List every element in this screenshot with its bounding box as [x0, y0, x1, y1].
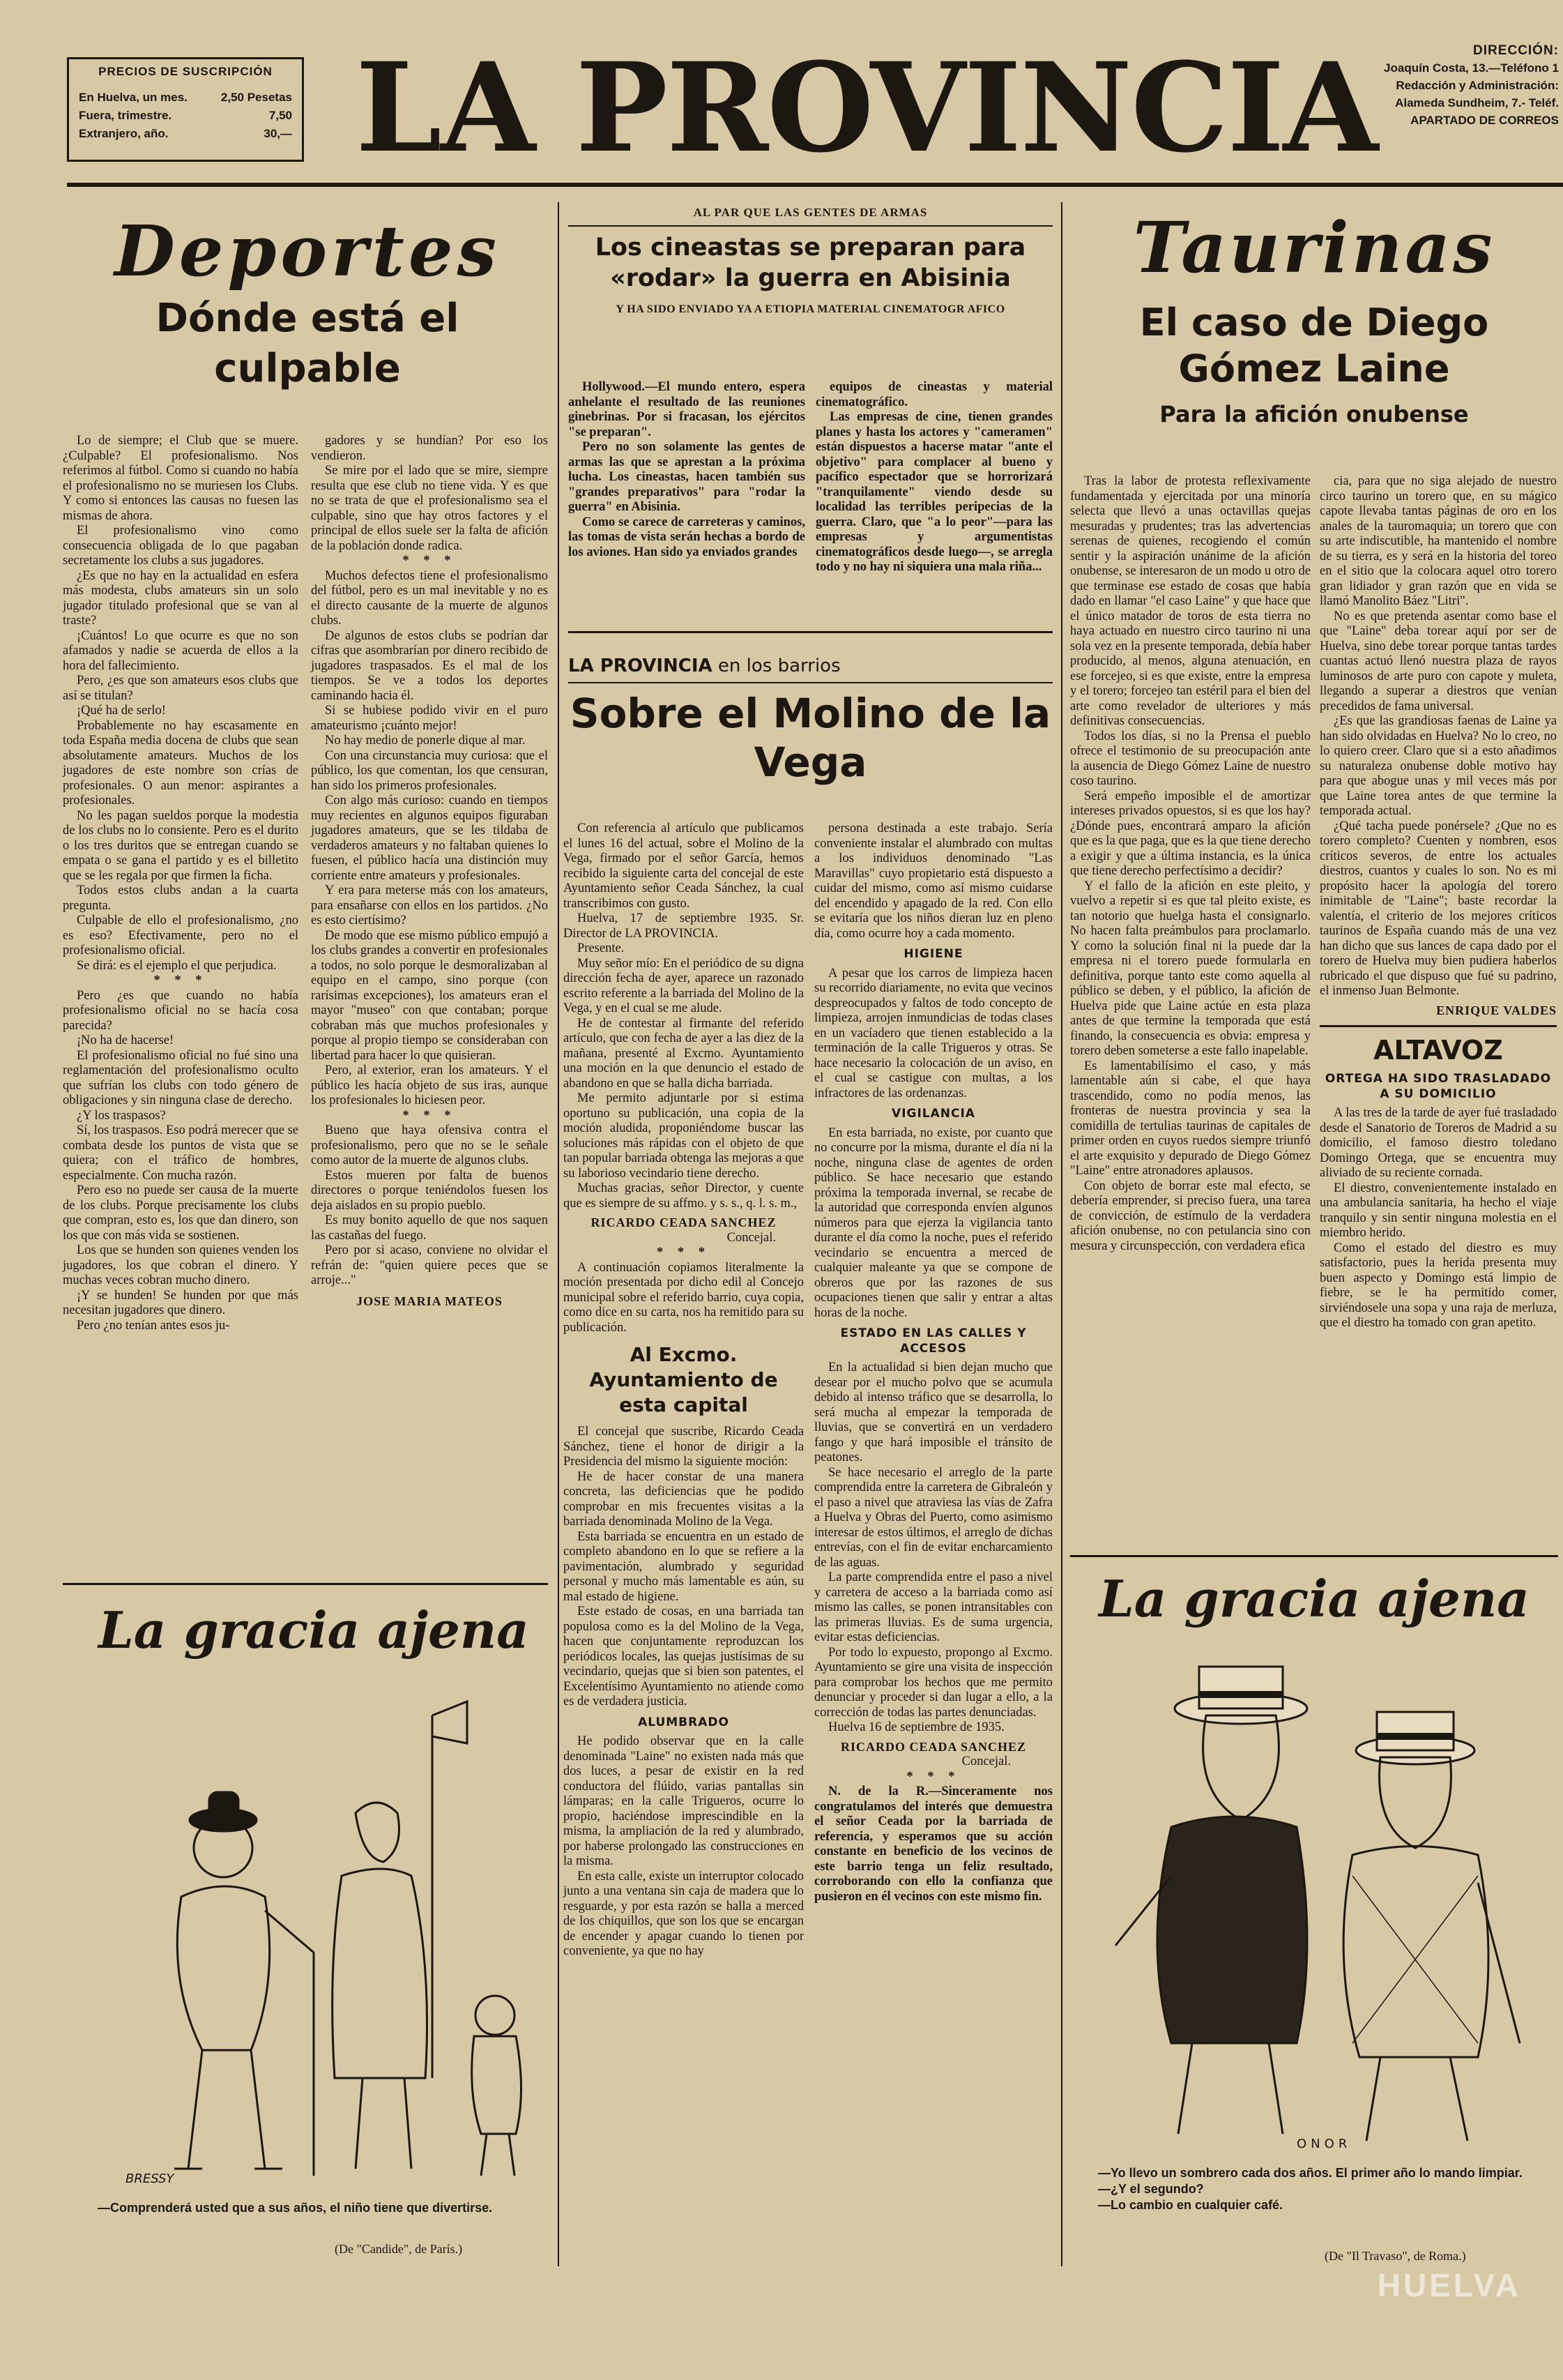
taurinas-section	[1070, 206, 1558, 428]
separator-stars: * * *	[402, 554, 457, 568]
barrios-article	[568, 655, 1053, 787]
subhead-estado: ESTADO EN LAS CALLES Y ACCESOS	[840, 1326, 1027, 1356]
cartoon-caption-right: —Yo llevo un sombrero cada dos años. El primer año lo mando limpiar. —¿Y el segundo? —Lo cambio en cualquier café.	[1098, 2166, 1523, 2212]
subscription-box	[67, 57, 304, 162]
altavoz-title: ALTAVOZ	[1373, 1035, 1503, 1066]
motion-title: Al Excmo. Ayuntamiento de esta capital	[589, 1343, 778, 1416]
cartoon-drawing-right	[1088, 1653, 1541, 2155]
subscription-row: Extranjero, año. 30,—	[79, 127, 292, 140]
separator-stars: * * *	[906, 1769, 961, 1784]
section-rule	[63, 1583, 548, 1585]
taurinas-column-1: Tras la labor de protesta reflexivamente fundamentada y ejercitada por una minoría selecta que llevó a unas octavillas quejas mesuradas y prudentes; tras las advertencias serenas de quienes, recogiendo el común sentir y la aspiración unánime de la afición onubense, se interesaron de un modo u otro de que terminase ese estado de cosas que había dado en llamar "el caso Laine" y que hace que el único matador de toros de esta tierra no haya actuado en nuestro circo taurino ni una sola vez en la presente temporada, debía haber producido, al menos, alguna atenuación, en ese forcejeo, si es que existe, entre la empresa y el torero; forcejeo tan estéril para el bien del arte como revelador de ulteriores y más definitivas consecuencias. Todos los días, si no la Prensa el pueblo ofrece el testimonio de su preocupación ante la ausencia de Diego Gómez Laine de nuestro coso taurino. Será empeño imposible el de amortizar intereses privados opuestos, si es que los hay? ¿Dónde pues, encontrará amparo la afición que es la que paga, que es la que tiene derecho a exigir y que a última instancia, es la única que tiene derecho perfectísimo a decidir? Y el fallo de la afición en este pleito, y vuelvo a repetir si es que tal pleito existe, es tan notorio que huelga hasta el consignarlo. No hacen falta preámbulos para proclamarlo. Y como la solución final ni la puede dar la empresa ni el torero puede formularla en definitiva, porque tanto este como aquella al público se deben, y el público, la afición de Huelva pide que Laine actúe en esta plaza antes de que termine la temporada que está finando, la consecuencia es obvia: empresa y torero deben someterse a este fallo inapelable. Es lamentabilísimo el caso, y más lamentable aún si cabe, el que haya trascendido, como no podía menos, las fronteras de nuestra provincia y sea la comidilla de tertulias taurinas de capitales de primer orden en cuyos ruedos siempre triunfó el arte exquisito y depurado de Diego Gómez "Laine" entre atronadores aplausos. Con objeto de borrar este mal efecto, se debería emprender, si preciso fuera, una tarea de convicción, de estímulo de la verdadera afición onubense, no con petulancia sino con mesura y circunspección, con verdadera efica	[1070, 474, 1311, 1253]
archive-watermark: HUELVA	[1377, 2267, 1521, 2303]
taurinas-column-2: cia, para que no siga alejado de nuestro circo taurino un torero que, en su mágico capote llevaba tantas páginas de oro en los anales de la tauromaquia; un torero que con su arte indiscutible, ha mantenido el nombre de su tierra, es y será en la historia del toreo en el sitio que la colocara aquel otro torero gran lidiador y gran razón que en vida se llamó Manolito Báez "Litri". No es que pretenda asentar como base el que "Laine" deba torear aquí por ser de Huelva, sino debe torear porque tantas tardes cuantas actuó llenó nuestra plaza de rayos luminosos de arte puro con capote y muleta, llegando a superar a diestros que venían precedidos de fama universal. ¿Es que las grandiosas faenas de Laine ya han sido olvidadas en Huelva? No lo creo, no lo quiero creer. Claro que si a esto añadimos su naturaleza onubense doble motivo hay para que abogue unas y mil veces más por que Laine torea antes de que termine la temporada actual. ¿Qué tacha puede ponérsele? ¿Que no es torero completo? Cuenten y nombren, esos críticos severos, de entre los actuales diestros, cuantos y cuales lo son. No es mi propósito hacer la apología del torero inimitable de "Laine"; baste recordar la valentía, el criterio de los mejores críticos taurinos de España cuando más de una vez han dicho que sus lances de capa dado por el torero de Huelva muy bien pudiera haberlos rubricado el que dispuso que fué su padrino, el inmenso Juan Belmonte. ENRIQUE VALDES ALTAVOZ ORTEGA HA SIDO TRASLADADO A SU DOMICILIO A las tres de la tarde de ayer fué trasladado desde el Sanatorio de Toreros de Madrid a su domicilio, el famoso diestro toledano Domingo Ortega, que se encuentra muy aliviado de su reciente cornada. El diestro, convenientemente instalado en una ambulancia sanitaria, ha hecho el viaje tranquilo y sin sentir ninguna molestia en el miembro herido. Como el estado del diestro es muy satisfactorio, pues la herida presenta muy buen aspecto y Domingo está limpio de fiebre, se le ha permitido comer, sirviéndosele una sopa y una raja de merluza, que el diestro ha tomado con gran apetito.	[1320, 474, 1557, 1330]
editor-note: N. de la R.—Sinceramente nos congratulamos del interés que demuestra el señor Ceada por la barriada de referencia, y esperamos que su acción constante en beneficio de los vecinos de este barrio tenga un feliz resultado, corroborando con ello la confianza que pusieron en él vecinos con este mismo fin.	[814, 1784, 1053, 1904]
column-divider	[1061, 202, 1062, 2266]
subscription-row: Fuera, trimestre. 7,50	[79, 109, 292, 122]
subhead-vigilancia: VIGILANCIA	[892, 1107, 975, 1121]
newspaper-title: LA PROVINCIA	[356, 36, 1378, 180]
cinema-subhead: Y HA SIDO ENVIADO YA A ETIOPIA MATERIAL CINEMATOGR AFICO	[616, 303, 1005, 315]
cartoon-title-left: La gracia ajena	[98, 1600, 529, 1660]
cartoon-caption-left: —Comprenderá usted que a sus años, el niño tiene que divertirse.	[98, 2201, 493, 2215]
cartoon-credit-left: (De "Candide", de París.)	[335, 2242, 463, 2256]
section-rule	[1070, 1555, 1558, 1557]
altavoz-subhead: ORTEGA HA SIDO TRASLADADO A SU DOMICILIO	[1325, 1072, 1552, 1101]
section-title-deportes: Deportes	[114, 210, 501, 292]
subhead-higiene: HIGIENE	[904, 947, 963, 961]
deportes-column-1: Lo de siempre; el Club que se muere. ¿Culpable? El profesionalismo. Nos referimos al fútbol. Como si cuando no había el profesionalismo no se muriesen los Clubs. Y como si entonces las causas no fuesen las mismas de ahora. El profesionalismo vino como consecuencia obligada de lo que pagaban secretamente los clubs a sus jugadores. ¿Es que no hay en la actualidad en esfera más modesta, clubs amateurs sin un solo jugador titulado profesional que se van al traste? ¡Cuántos! Lo que ocurre es que no son afamados y nadie se acuerda de ellos a la hora del fallecimiento. Pero, ¿es que son amateurs esos clubs que así se titulan? ¡Qué ha de serlo! Probablemente no hay escasamente en toda España media docena de clubs que sean absolutamente amateurs. Muchos de los jugadores de este nombre son crías de profesionales. O aun menor: aspirantes a profesionales. No les pagan sueldos porque la modestia de los clubs no lo consiente. Pero es el durito o los tres duritos que se entregan cuando se empata o se gana el partido y es el billetito que se les regala por que firmen la ficha. Todos estos clubs andan a la cuarta pregunta. Culpable de ello el profesionalismo, ¿no es eso? Efectivamente, pero no el profesionalismo oficial. Se dirá: es el ejemplo el que perjudica. * * * Pero ¿es que cuando no había profesionalismo oficial no se hacía cosa parecida? ¡No ha de hacerse! El profesionalismo oficial no fué sino una reglamentación del profesionalismo oculto que sufrían los clubs con todo género de obligaciones y sin ninguna clase de derecho. ¿Y los traspasos? Sí, los traspasos. Eso podrá merecer que se combata desde los puntos de vista que se quiera; con el tráfico de hombres, especialmente. Con mucha razón. Pero eso no puede ser causa de la muerte de los clubs. Porque precisamente los clubs que compran, esto es, los que dan dinero, son los que con más vida se sostienen. Los que se hunden son quienes venden los jugadores, los que cobran el dinero. Y muchas veces cobran mucho dinero. ¡Y se hunden! Se hunden por que más necesitan jugadores que dinero. Pero ¿no tenían antes esos ju-	[63, 434, 299, 1333]
deportes-column-2: gadores y se hundían? Por eso los vendieron. Se mire por el lado que se mire, siempre resulta que ese club no tiene vida. Y es que no se trata de que el profesionalismo sea el culpable, sino que hay otros factores y el principal de ellos suele ser la falta de afición de la población donde radica. * * * Muchos defectos tiene el profesionalismo del fútbol, pero es un mal inevitable y no es el directo causante de la muerte de algunos clubs. De algunos de estos clubs se podrían dar cifras que asombrarían por dinero recibido de jugadores traspasados. Es el mal de los tiempos. Se ve a todos los deportes caminando hacia él. Si se hubiese podido vivir en el puro amateurismo ¡cuánto mejor! No hay medio de ponerle dique al mar. Con una circunstancia muy curiosa: que el público, los que comentan, los que censuran, han sido los primeros profesionales. Con algo más curioso: cuando en tiempos muy recientes en algunos equipos figuraban jugadores amateurs, que se les tildaba de verdaderos amateurs y no faltaban quienes lo fuesen, el público hacía una distinción muy corriente entre amateurs y profesionales. Y era para meterse más con los amateurs, para ensañarse con ellos en los partidos. ¿No es esto ciertísimo? De modo que ese mismo público empujó a los clubs grandes a convertir en profesionales a todos, no solo porque le desmoralizaban al equipo en el campo, sino porque (con rarísimas excepciones), los amateurs eran el mayor "museo" con que contaban; porque cobraban más que muchos profesionales y porque al propio tiempo se consideraban con libertad para hacer lo que quisieran. Pero, al exterior, eran los amateurs. Y el público les hacía objeto de sus iras, aunque los profesionales lo hiciesen peor. * * * Bueno que haya ofensiva contra el profesionalismo, pero que no se le señale como autor de la muerte de algunos clubs. Estos mueren por falta de buenos directores o porque teniéndolos fuesen los deja aislados en su propio pueblo. Es muy bonito aquello de que nos saquen las castañas del fuego. Pero por si acaso, conviene no olvidar el refrán de: "quien quiere peces que se arroje..." JOSE MARIA MATEOS	[311, 434, 548, 1308]
column-divider	[558, 202, 559, 2266]
deportes-section	[67, 210, 548, 394]
address-line: APARTADO DE CORREOS	[1410, 114, 1559, 127]
barrios-signature: RICARDO CEADA SANCHEZ	[590, 1215, 777, 1229]
cartoon-artist-right: ONOR	[1297, 2137, 1352, 2151]
cinema-kicker: AL PAR QUE LAS GENTES DE ARMAS	[693, 206, 928, 219]
address-line: Redacción y Administración:	[1396, 79, 1559, 92]
taurinas-subhead: Para la afición onubense	[1159, 401, 1469, 427]
barrios-column-2: persona destinada a este trabajo. Sería conveniente instalar el alumbrado con multas a los individuos denominado "Las Maravillas" cuyo propietario está dispuesto a cuidar del mismo, como así mismo cuidarse del encendido y apagado de la red. Con ello se evitaría que los niños dieran luz en pleno día, como ocurre hoy a cada momento. HIGIENE A pesar que los carros de limpieza hacen su recorrido diariamente, no evita que vecinos despreocupados y faltos de todo concepto de limpieza, arrojen inmundicias de todas clases en un vacíadero que tienen establecido a la terminación de la calle Trigueros y otras. Se hace necesario la colocación de un aviso, en el cual se castigue con multas, a los infractores de las ordenanzas. VIGILANCIA En esta barriada, no existe, por cuanto que no concurre por la misma, durante el día ni la noche, ninguna clase de agentes de orden público. Se hace necesario que estando próxima la temporada invernal, se recabe de la autoridad que corresponda envíen algunos números para que ejerza la vigilancia tanto durante el día como la noche, pues el referido vecindario se encuentra a merced de cualquier maleante ya que se compone de obreros que por las razones de sus ocupaciones tienen que salir y entrar a altas horas de la noche. ESTADO EN LAS CALLES Y ACCESOS En la actualidad si bien dejan mucho que desear por el mucho polvo que se acumula debido al intenso tráfico que se desarrolla, lo será mucha al empezar la temporada de lluvias, que se convertirá en un verdadero fango y que hará imposible el tránsito de peatones. Se hace necesario el arreglo de la parte comprendida entre la carretera de Gibraleón y el paso a nivel que atraviesa las vías de Zafra a Huelva y Obras del Puerto, como asimismo interesar de estos últimos, el arreglo de dichas entrevías, con el fin de evitar encharcamiento de las aguas. La parte comprendida entre el paso a nivel y carretera de acceso a la barriada como así mismo las calles, se ponen intransitables con las primeras lluvias. Es de suma urgencia, evitar estas deficiencias. Por todo lo expuesto, propongo al Excmo. Ayuntamiento se gire una visita de inspección para comprobar los hechos que me permito denunciar y proceder si dan lugar a ello, a la corrección de todas las partes denunciadas. Huelva 16 de septiembre de 1935. RICARDO CEADA SANCHEZ Concejal. * * * N. de la R.—Sinceramente nos congratulamos del interés que demuestra el señor Ceada por la barriada de referencia, y esperamos que su acción constante en beneficio de los vecinos de este barrio tenga un feliz resultado, corroborando con ello la confianza que pusieron en él vecinos con este mismo fin.	[814, 821, 1053, 1904]
barrios-signature-2: RICARDO CEADA SANCHEZ	[840, 1739, 1027, 1754]
taurinas-signature: ENRIQUE VALDES	[1436, 1003, 1557, 1017]
subscription-row: En Huelva, un mes. 2,50 Pesetas	[79, 91, 292, 104]
cinema-column-1: Hollywood.—El mundo entero, espera anhelante el resultado de las reuniones ginebrinas. Por si fracasan, los ejércitos "se preparan". Pero no son solamente las gentes de armas las que se aprestan a la próxima lucha. Los cineastas, hacen también sus "grandes preparativos" para "rodar la guerra" en Abisinia. Como se carece de carreteras y caminos, las tomas de vista serán hechas a bordo de los aviones. Han sido ya enviados grandes	[568, 380, 805, 559]
cinema-column-2: equipos de cineastas y material cinematográfico. Las empresas de cine, tienen grandes planes y hasta los actores y "cameramen" están dispuestos a hacerse matar "ante el objetivo" para complacer al bueno y pacífico espectador que se horrorizará "tranquilamente" viendo desde su localidad las terribles peripecias de la guerra. Claro, que "a lo peor"—para las empresas y argumentistas cinematográficos desde luego—, se arregla todo y no hay ni siquiera una mala riña...	[816, 380, 1053, 574]
cartoon-artist-left: BRESSY	[125, 2171, 174, 2186]
cartoon-title-right: La gracia ajena	[1099, 1569, 1530, 1628]
barrios-kicker: LA PROVINCIA en los barrios	[568, 655, 841, 676]
section-title-taurinas: Taurinas	[1133, 206, 1495, 289]
cinema-headline: Los cineastas se preparan para «rodar» la guerra en Abisinia	[595, 234, 1026, 292]
separator-stars: * * *	[657, 1245, 710, 1259]
barrios-column-1: Con referencia al artículo que publicamos el lunes 16 del actual, sobre el Molino de la Vega, firmado por el señor García, hemos recibido la siguiente carta del concejal de este Ayuntamiento señor Ceada Sánchez, la cual transcribimos con gusto. Huelva, 17 de septiembre 1935. Sr. Director de LA PROVINCIA. Presente. Muy señor mío: En el periódico de su digna dirección fecha de ayer, aparece un razonado escrito referente a la barriada del Molino de la Vega, y en el cual se me alude. He de contestar al firmante del referido artículo, que con fecha de ayer a las diez de la mañana, presenté al Excmo. Ayuntamiento una moción en la que denuncio el estado de abandono en que se halla dicha barriada. Me permito adjuntarle por si estima oportuno su publicación, una copia de la moción aludida, proponiéndome buscar las soluciones más rápidas con el objeto de que tan popular barriada obtenga las mejoras a que su laborioso vecindario tiene derecho. Muchas gracias, señor Director, y cuente que es siempre de su affmo. y s. s., q. l. s. m., RICARDO CEADA SANCHEZ Concejal. * * * A continuación copiamos literalmente la moción presentada por dicho edil al Concejo municipal sobre el referido barrio, cuya copia, como dice en su carta, nos ha remitido para su publicación. Al Excmo. Ayuntamiento de esta capital El concejal que suscribe, Ricardo Ceada Sánchez, tiene el honor de dirigir a la Presidencia del mismo la siguiente moción: He de hacer constar de una manera concreta, las deficiencias que he podido comprobar en mis frecuentes visitas a la barriada denominada Molino de la Vega. Esta barriada se encuentra en un estado de completo abandono en lo que se refiere a la pavimentación, alumbrado y seguridad personal y mucho más lamentable es aún, su mal estado de higiene. Este estado de cosas, en una barriada tan populosa como es la del Molino de la Vega, hacen que conjuntamente reproduzcan los periódicos locales, las quejas justísimas de su vecindario, quejas que si bien son patentes, el Excelentísimo Ayuntamiento no atiende como es de verdadera justicia. ALUMBRADO He podido observar que en la calle denominada "Laine" no existen nada más que dos luces, a pesar de existir en la red conductora del flúido, varias pantallas sin lámparas; en la calle Trigueros, ocurre lo propio, haciéndose imprescindible en la misma, la ampliación de la red y alumbrado, por haberse prolongado las construcciones en la misma. En esta calle, existe un interruptor colocado junto a una ventana sin caja de madera que lo resguarde, y por esta razón se halla a merced de los chiquillos, que son los que se encargan de encender y apagar cuando lo tienen por conveniente, ya que no hay	[563, 821, 804, 1958]
subscription-heading: PRECIOS DE SUSCRIPCIÓN	[98, 65, 273, 78]
separator-stars: * * *	[402, 1108, 457, 1123]
section-rule	[568, 631, 1053, 633]
address-block	[1345, 42, 1563, 129]
separator-stars: * * *	[153, 973, 208, 987]
taurinas-headline: El caso de Diego Gómez Laine	[1139, 301, 1489, 391]
deportes-signature: JOSE MARIA MATEOS	[356, 1294, 503, 1308]
barrios-headline: Sobre el Molino de la Vega	[570, 690, 1051, 786]
cartoon-drawing-left	[105, 1688, 537, 2197]
address-line: Alameda Sundheim, 7.- Teléf.	[1395, 96, 1559, 109]
masthead-rule	[67, 183, 1563, 187]
cinema-article	[568, 206, 1053, 317]
deportes-headline: Dónde está el culpable	[155, 296, 459, 391]
address-line: Joaquín Costa, 13.—Teléfono 1	[1384, 61, 1559, 75]
subhead-alumbrado: ALUMBRADO	[638, 1715, 729, 1729]
address-heading: DIRECCIÓN:	[1473, 43, 1559, 58]
cartoon-credit-right: (De "Il Travaso", de Roma.)	[1325, 2249, 1466, 2263]
